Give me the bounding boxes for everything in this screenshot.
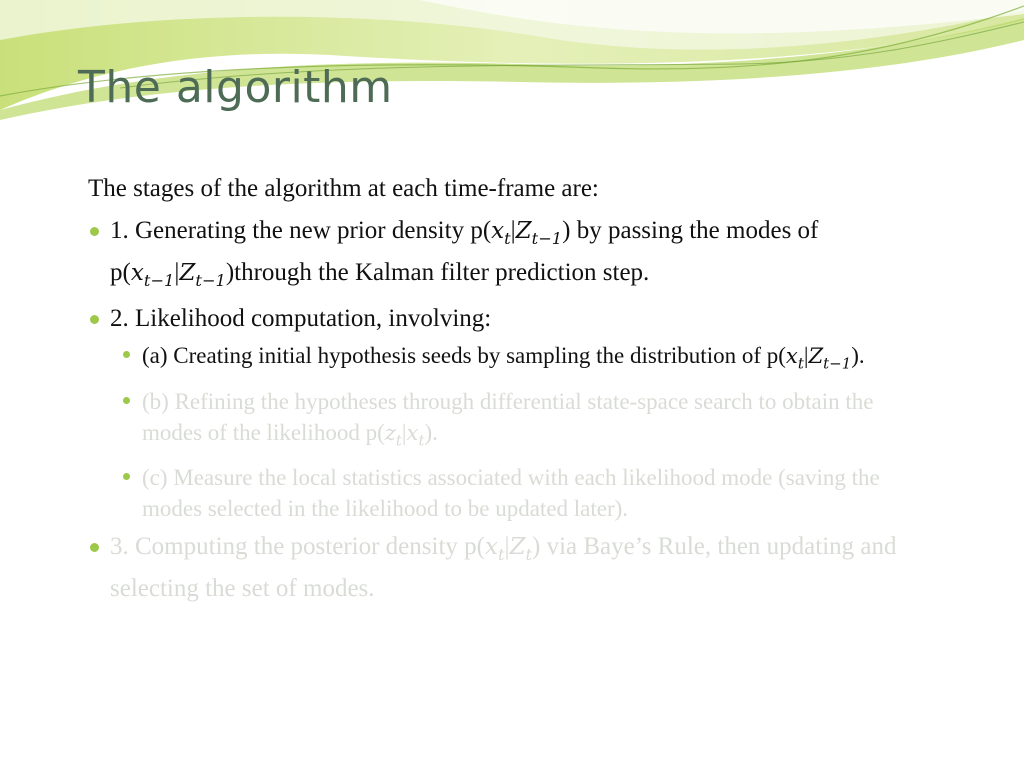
sub-item-step-2a [88,340,938,380]
math-z: Z [808,343,824,368]
sub-item-step-2b [88,386,938,457]
math-z: Z [509,534,526,561]
step-1-tail: )through the Kalman filter prediction step. [225,259,650,286]
list-item-step-2: 2. Likelihood computation, involving: [88,302,938,336]
sub-item-step-2c: (c) Measure the local statistics associated with each likelihood mode (saving the modes selected in the likelihood to be updated later). [88,462,938,524]
step-2b-tail: ). [424,419,438,445]
math-subscript: t [497,545,505,565]
math-subscript: t−1 [823,354,852,373]
math-bar: | [510,217,516,244]
math-subscript: t−1 [143,271,175,290]
math-bar: | [174,259,180,286]
slide-body [88,172,938,610]
math-subscript: t [525,545,533,565]
math-x: x [406,419,419,445]
step-3-lead: 3. Computing the posterior density p( [110,533,485,561]
step-1-lead: 1. Generating the new prior density p( [110,217,492,244]
step-2b-lead: (b) Refining the hypotheses through differential state-space search to obtain the modes of the likelihood p( [142,388,874,445]
math-z: Z [515,218,532,244]
math-subscript: t−1 [195,271,226,290]
math-subscript: t [395,431,402,450]
math-x: x [484,534,498,561]
math-x: x [785,343,798,368]
step-1-mid: ) by passing the modes of p( [110,217,819,286]
math-subscript: t [504,229,511,248]
step-2a-lead: (a) Creating initial hypothesis seeds by sampling the distribution of p( [142,343,786,368]
slide-title: The algorithm [78,62,393,113]
list-item-step-3 [88,530,938,606]
math-bar: | [803,343,809,368]
list-item-step-1 [88,214,938,298]
step-2a-tail: ). [851,343,865,368]
math-subscript: t−1 [531,229,563,248]
math-z: z [384,419,396,445]
math-x: x [130,260,144,286]
math-z: Z [179,260,196,286]
math-bar: | [504,533,510,561]
math-x: x [491,218,505,244]
math-subscript: t [797,354,804,373]
step-3-tail: ) via Baye’s Rule, then updating and selecting the set of modes. [110,533,897,603]
math-subscript: t [418,431,425,450]
math-bar: | [401,419,407,445]
intro-text: The stages of the algorithm at each time-frame are: [88,175,599,202]
